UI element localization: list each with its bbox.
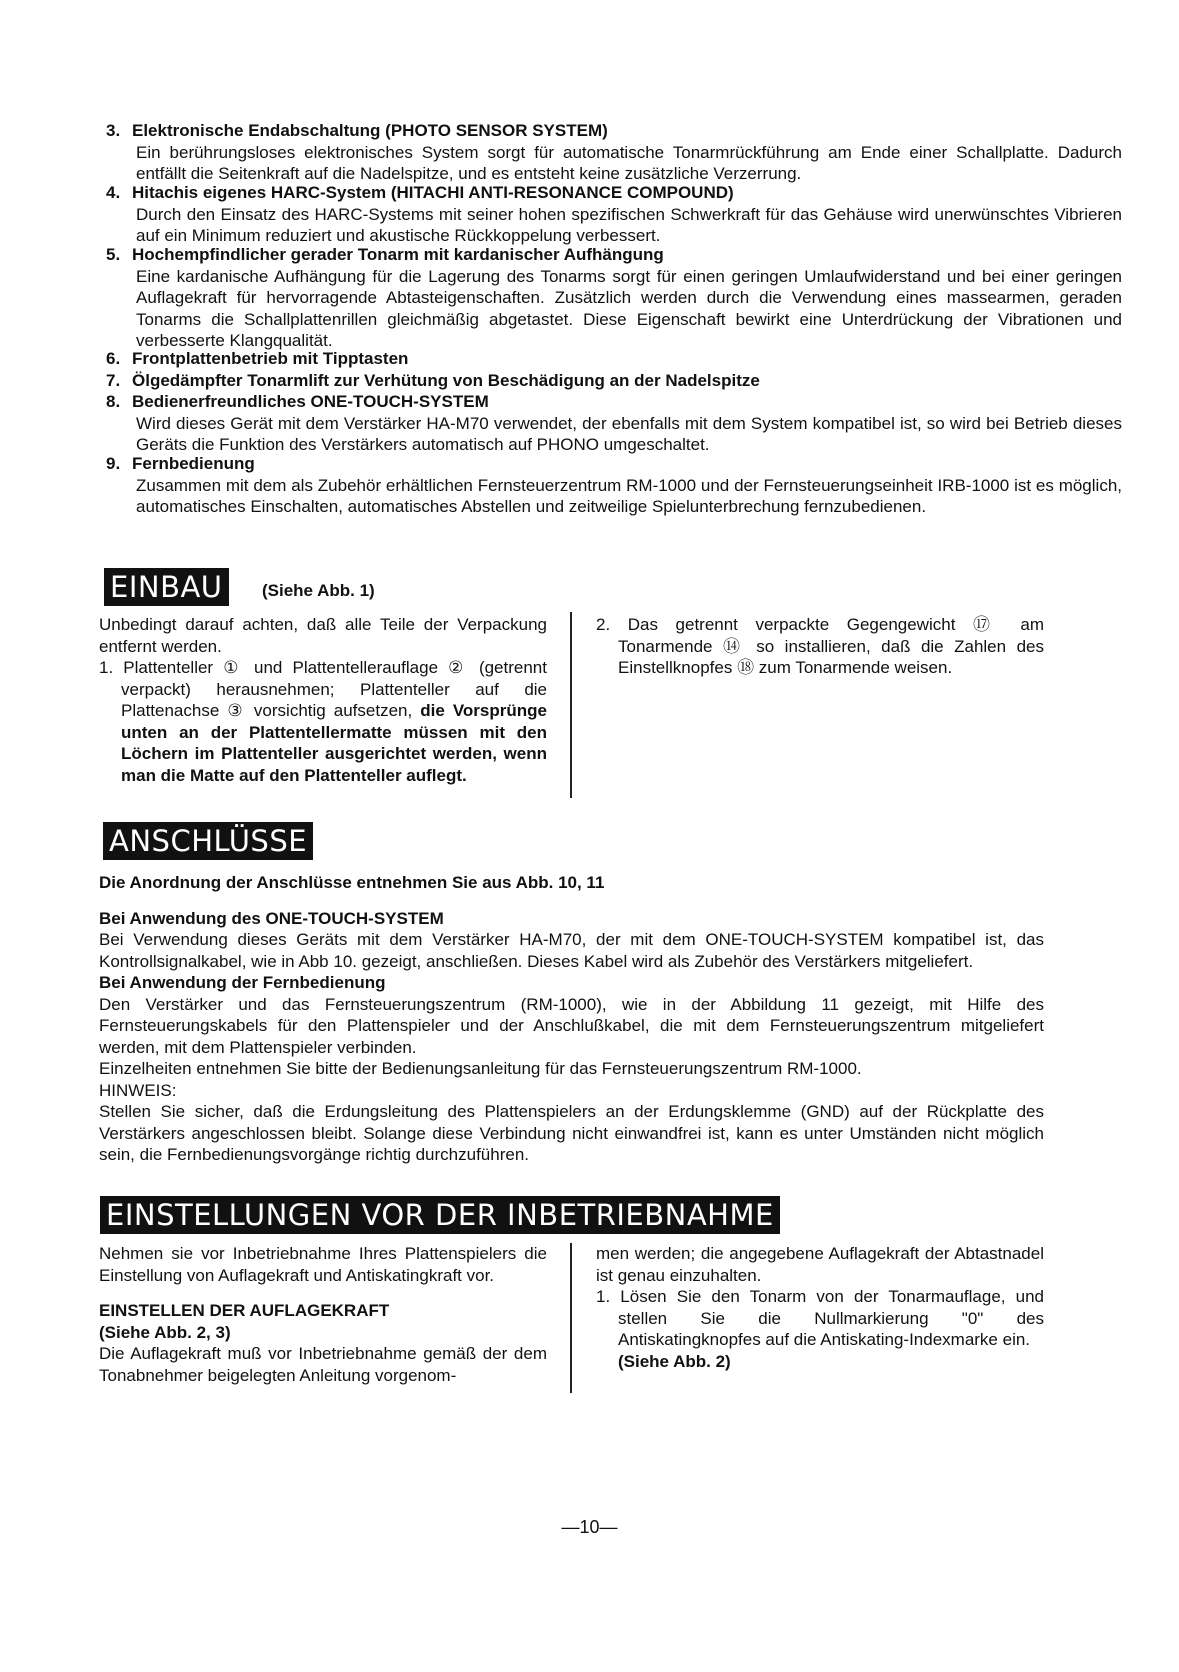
feature-number: 7. <box>106 371 121 390</box>
feature-8 <box>106 391 1122 456</box>
einbau-step-1-text: 1. Plattenteller ① und Plattentellerauflage ② (getrennt verpackt) herausnehmen; Plattenteller auf die Plattenachse ③ vorsichtig aufsetzen, <box>99 658 547 720</box>
feature-3 <box>106 120 1122 185</box>
anschluesse-subheading-one-touch: Bei Anwendung des ONE-TOUCH-SYSTEM <box>99 908 444 928</box>
feature-text: Zusammen mit dem als Zubehör erhältlichen Fernsteuerzentrum RM-1000 und der Fernsteuerungseinheit IRB-1000 ist es möglich, automatisches Einschalten, automatisches Abstellen und zeitweilige Spielunterbrechung fernzubedienen. <box>136 475 1122 516</box>
feature-number: 3. <box>106 121 121 140</box>
feature-number: 4. <box>106 183 121 202</box>
feature-number: 6. <box>106 349 121 368</box>
einbau-left-column <box>99 614 547 786</box>
einstellungen-right-column <box>596 1243 1044 1372</box>
feature-title: Elektronische Endabschaltung (PHOTO SENSOR SYSTEM) <box>132 121 608 140</box>
feature-text: Wird dieses Gerät mit dem Verstärker HA-M70 verwendet, der ebenfalls mit dem System kompatibel ist, so wird bei Betrieb dieses Geräts die Funktion des Verstärkers automatisch auf PHONO umgeschaltet. <box>136 413 1122 454</box>
einstellungen-subheading-ref: (Siehe Abb. 2, 3) <box>99 1322 231 1342</box>
feature-9 <box>106 453 1122 518</box>
feature-4 <box>106 182 1122 247</box>
section-heading-anschluesse: ANSCHLÜSSE <box>103 822 313 860</box>
page-number: —10— <box>561 1517 618 1537</box>
einstellungen-step-1-ref: (Siehe Abb. 2) <box>618 1351 731 1371</box>
feature-number: 9. <box>106 454 121 473</box>
anschluesse-note-label: HINWEIS: <box>99 1080 177 1100</box>
anschluesse-note-text: Stellen Sie sicher, daß die Erdungsleitung des Plattenspielers an der Erdungsklemme (GND) auf der Rückplatte des Verstärkers angeschlossen bleibt. Solange diese Verbindung nicht einwandfrei ist, kann es unter Umständen nicht möglich sein, die Fernbedienungsvorgänge richtig durchzuführen. <box>99 1102 1044 1164</box>
column-divider <box>570 1243 572 1393</box>
anschluesse-lead: Die Anordnung der Anschlüsse entnehmen Sie aus Abb. 10, 11 <box>99 873 605 892</box>
feature-title: Ölgedämpfter Tonarmlift zur Verhütung von Beschädigung an der Nadelspitze <box>132 371 760 390</box>
section-heading-einbau: EINBAU <box>104 568 229 606</box>
einbau-step-2: 2. Das getrennt verpackte Gegengewicht ⑰ am Tonarmende ⑭ so installieren, daß die Zahlen des Einstellknopfes ⑱ zum Tonarmende weisen. <box>596 615 1044 677</box>
einbau-step-1-warning: die Vorsprünge unten an der Plattentellermatte müssen mit den Löchern im Plattenteller ausgerichtet werden, wenn man die Matte auf den Plattenteller auflegt. <box>121 701 547 785</box>
einstellungen-intro: Nehmen sie vor Inbetriebnahme Ihres Plattenspielers die Einstellung von Auflagekraft und Antiskatingkraft vor. <box>99 1244 547 1285</box>
feature-text: Durch den Einsatz des HARC-Systems mit seiner hohen spezifischen Schwerkraft für das Gehäuse wird unerwünschtes Vibrieren auf ein Minimum reduziert und akustische Rückkoppelung verbessert. <box>136 204 1122 245</box>
feature-title: Hochempfindlicher gerader Tonarm mit kardanischer Aufhängung <box>132 245 664 264</box>
einbau-right-column <box>596 614 1044 679</box>
feature-5 <box>106 244 1122 352</box>
einstellungen-step-1: 1. Lösen Sie den Tonarm von der Tonarmauflage, und stellen Sie die Nullmarkierung "0" des Antiskatingknopfes auf die Antiskating-Indexmarke ein. <box>596 1287 1044 1349</box>
einbau-figure-ref: (Siehe Abb. 1) <box>262 581 375 600</box>
anschluesse-text-remote: Den Verstärker und das Fernsteuerungszentrum (RM-1000), wie in der Abbildung 11 gezeigt, mit Hilfe des Fernsteuerungskabels für den Plattenspieler und der Anschlußkabel, die mit dem Fernsteuerungszentrum mitgeliefert werden, mit dem Plattenspieler verbinden. <box>99 994 1044 1057</box>
feature-title: Bedienerfreundliches ONE-TOUCH-SYSTEM <box>132 392 489 411</box>
feature-text: Eine kardanische Aufhängung für die Lagerung des Tonarms sorgt für einen geringen Umlaufwiderstand und bei einer geringen Auflagekraft für hervorragende Abtasteigenschaften. Zusätzlich werden durch die Verwendung eines massearmen, geraden Tonarms die Schallplattenrillen gleichmäßig abgetastet. Diese Eigenschaft bewirkt eine Unterdrückung der Vibrationen und verbesserte Klangqualität. <box>136 266 1122 350</box>
feature-number: 8. <box>106 392 121 411</box>
feature-6 <box>106 348 1122 370</box>
einstellungen-subheading: EINSTELLEN DER AUFLAGEKRAFT <box>99 1301 390 1320</box>
einbau-intro: Unbedingt darauf achten, daß alle Teile der Verpackung entfernt werden. <box>99 615 547 656</box>
feature-title: Frontplattenbetrieb mit Tipptasten <box>132 349 409 368</box>
einbau-step-1 <box>99 657 547 786</box>
feature-number: 5. <box>106 245 121 264</box>
anschluesse-subheading-remote: Bei Anwendung der Fernbedienung <box>99 973 386 992</box>
feature-text: Ein berührungsloses elektronisches System sorgt für automatische Tonarmrückführung am Ende einer Schallplatte. Dadurch entfällt die Seitenkraft auf die Nadelspitze, und es entsteht keine zusätzliche Verzerrung. <box>136 142 1122 183</box>
einstellungen-text-left: Die Auflagekraft muß vor Inbetriebnahme gemäß der dem Tonabnehmer beigelegten Anleitung vorgenom- <box>99 1344 547 1385</box>
feature-title: Hitachis eigenes HARC-System (HITACHI ANTI-RESONANCE COMPOUND) <box>132 183 734 202</box>
anschluesse-text-one-touch: Bei Verwendung dieses Geräts mit dem Verstärker HA-M70, der mit dem ONE-TOUCH-SYSTEM kompatibel ist, das Kontrollsignalkabel, wie in Abb 10. gezeigt, anschließen. Dieses Kabel wird als Zubehör des Verstärkers mitgeliefert. <box>99 930 1044 971</box>
anschluesse-body <box>99 872 1044 1166</box>
anschluesse-text-details: Einzelheiten entnehmen Sie bitte der Bedienungsanleitung für das Fernsteuerungszentrum RM-1000. <box>99 1059 862 1078</box>
section-heading-einstellungen: EINSTELLUNGEN VOR DER INBETRIEBNAHME <box>100 1196 780 1234</box>
einstellungen-text-right: men werden; die angegebene Auflagekraft der Abtastnadel ist genau einzuhalten. <box>596 1244 1044 1285</box>
einstellungen-left-column <box>99 1243 547 1386</box>
feature-7 <box>106 370 1122 392</box>
column-divider <box>570 612 572 798</box>
feature-title: Fernbedienung <box>132 454 255 473</box>
